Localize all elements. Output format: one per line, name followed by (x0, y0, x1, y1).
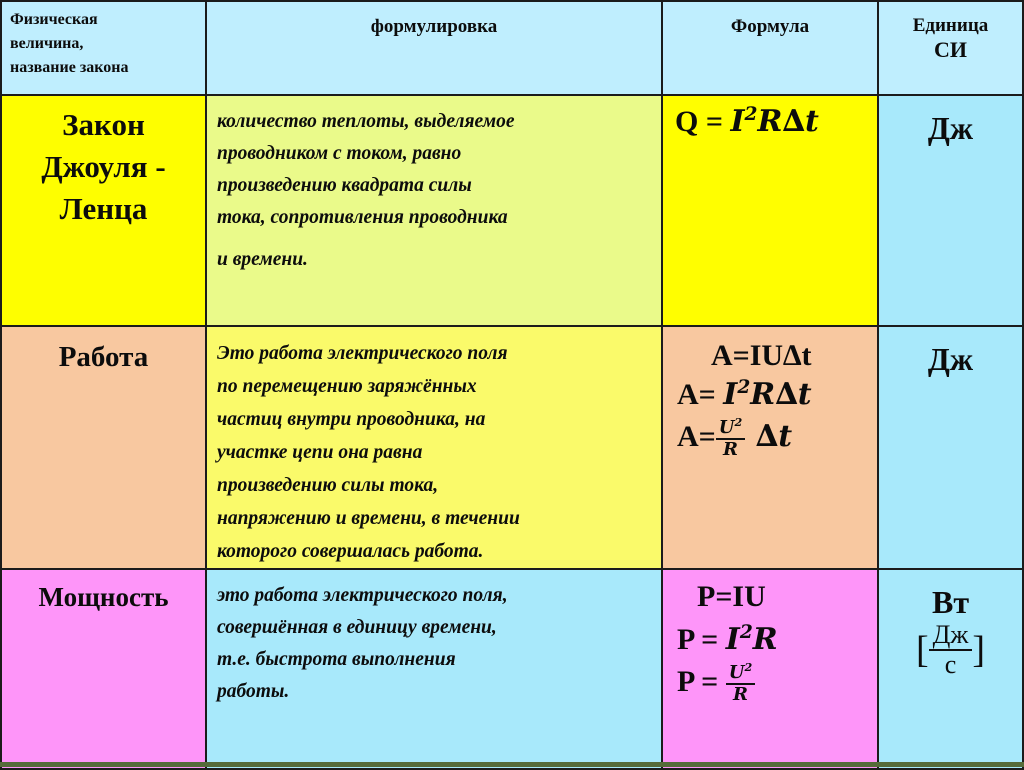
table-row-joule-lenz (1, 95, 1023, 326)
formula-power-line2 (677, 622, 877, 657)
description-line: тока, сопротивления проводника (217, 207, 508, 228)
formula-lhs: Q = (675, 105, 731, 138)
numerator-exponent: 2 (744, 661, 753, 674)
unit-fraction (929, 621, 973, 679)
formula-work-line3 (677, 418, 877, 460)
description-joule-lenz (206, 95, 662, 326)
fraction-numerator (726, 663, 755, 685)
formula-current-symbol: I (723, 377, 738, 412)
formula-lhs: A= (677, 419, 716, 453)
unit-bracket-open: [ (915, 629, 929, 671)
description-line: произведению квадрата силы (217, 175, 472, 196)
unit-work: Дж (878, 326, 1023, 569)
law-name-line: Закон (62, 107, 145, 142)
description-line: участке цепи она равна (217, 442, 423, 463)
numerator-base: U (728, 662, 745, 683)
description-line: это работа электрического поля, (217, 585, 508, 606)
unit-joule-lenz: Дж (878, 95, 1023, 326)
formula-rest: R∆t (750, 377, 812, 412)
table-row-work (1, 326, 1023, 569)
description-line: частиц внутри проводника, на (217, 409, 486, 430)
header-wording: формулировка (206, 1, 662, 95)
description-line: количество теплоты, выделяемое (217, 111, 515, 132)
formula-joule-lenz (662, 95, 878, 326)
description-line: проводником с током, равно (217, 143, 462, 164)
description-work (206, 326, 662, 569)
description-line: работы. (217, 681, 290, 702)
formula-power (662, 569, 878, 769)
description-line: и времени. (217, 249, 308, 270)
description-line: которого совершалась работа. (217, 541, 484, 562)
unit-denominator: с (944, 650, 957, 679)
law-name-work: Работа (1, 326, 206, 569)
table-row-power (1, 569, 1023, 769)
formula-current-symbol: I (725, 622, 740, 657)
formula-lhs: A= (677, 378, 724, 411)
formula-rest: ∆t (745, 418, 793, 454)
formula-exponent: 2 (744, 104, 758, 125)
formula-power-line3 (677, 663, 877, 705)
header-quantity (1, 1, 206, 95)
description-line: произведению силы тока, (217, 475, 439, 496)
law-name-joule-lenz (1, 95, 206, 326)
header-unit-line1: Единица (912, 15, 989, 36)
formula-lhs: P = (677, 664, 726, 698)
law-name-power: Мощность (1, 569, 206, 769)
description-line: Это работа электрического поля (217, 343, 508, 364)
header-unit-line2: СИ (934, 37, 967, 62)
formula-lhs: P = (677, 623, 726, 656)
fraction-denominator: R (733, 684, 748, 705)
formula-current-symbol: I (730, 104, 745, 139)
header-si-unit (878, 1, 1023, 95)
unit-numerator: Дж (929, 621, 973, 651)
formula-work-line2 (677, 377, 877, 412)
fraction-denominator: R (723, 439, 738, 460)
header-quantity-line1: Физическая (10, 11, 98, 28)
formula-work (662, 326, 878, 569)
formula-exponent: 2 (737, 377, 751, 398)
unit-power-symbol: Вт (931, 584, 970, 620)
header-quantity-line2: величина, (10, 35, 84, 52)
numerator-base: U (718, 417, 735, 438)
description-line: совершённая в единицу времени, (217, 617, 497, 638)
numerator-exponent: 2 (734, 416, 743, 429)
table-header-row (1, 1, 1023, 95)
formula-exponent: 2 (739, 622, 753, 643)
formula-fraction (726, 663, 755, 705)
description-power (206, 569, 662, 769)
formula-fraction (716, 418, 745, 460)
unit-power (878, 569, 1023, 769)
formula-rest: R∆t (757, 104, 819, 139)
formula-work-line1: A=IU∆t (711, 339, 812, 372)
description-line: по перемещению заряжённых (217, 376, 477, 397)
formula-rest: R (752, 622, 778, 657)
formula-power-line1: P=IU (697, 580, 766, 613)
description-line: напряжению и времени, в течении (217, 508, 520, 529)
unit-bracket-close: ] (972, 629, 985, 671)
law-name-line: Джоуля - (41, 149, 166, 184)
description-line: т.е. быстрота выполнения (217, 649, 456, 670)
law-name-line: Ленца (59, 191, 148, 226)
fraction-numerator (716, 418, 745, 440)
slide-bottom-strip (0, 762, 1024, 767)
header-formula: Формула (662, 1, 878, 95)
header-quantity-line3: название закона (10, 59, 129, 76)
